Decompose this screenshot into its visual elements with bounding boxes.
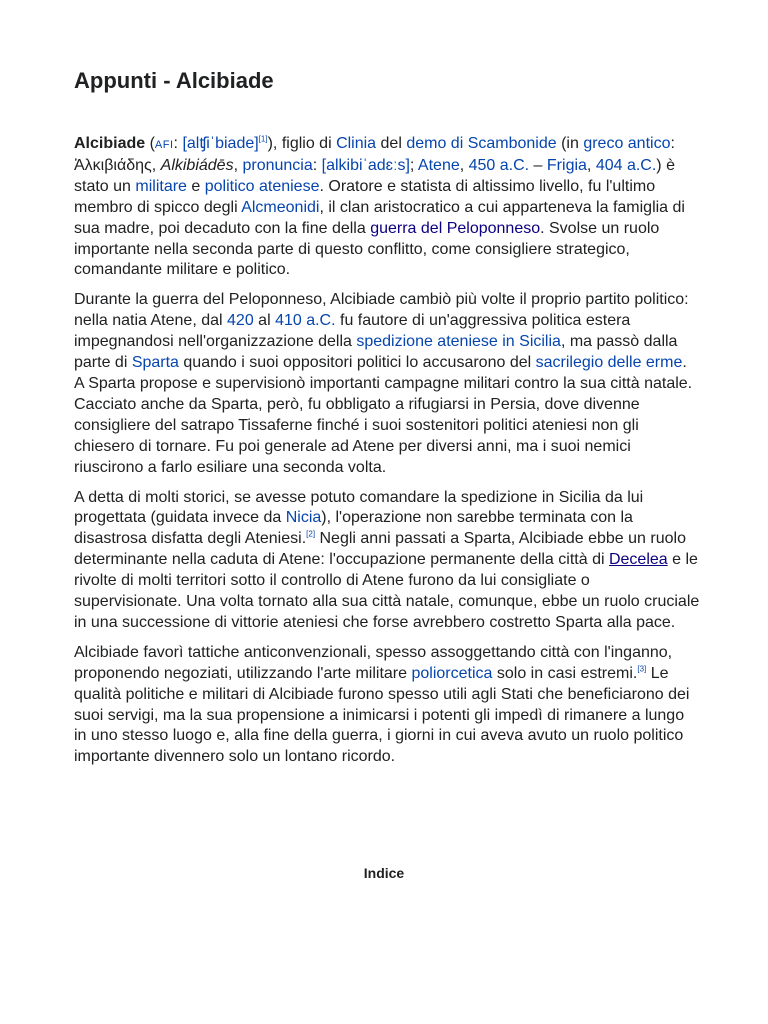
transliteration: Alkibiádēs [160, 156, 234, 174]
text: , il clan aristocratico a cui apparteneva la famiglia di sua madre, poi decaduto con la fine della [74, 198, 685, 237]
subject-name: Alcibiade [74, 135, 146, 152]
link-poliorcetica[interactable]: poliorcetica [411, 664, 493, 682]
link-militare[interactable]: militare [135, 177, 187, 195]
text: – [529, 156, 547, 174]
text: ( [145, 135, 155, 152]
link-ipa[interactable]: [alʧiˈbiade] [182, 135, 259, 152]
link-sparta[interactable]: Sparta [131, 354, 179, 372]
link-alcmeonidi[interactable]: Alcmeonidi [241, 198, 320, 216]
link-frigia[interactable]: Frigia [546, 156, 587, 174]
link-sacrilegio-erme[interactable]: sacrilegio delle erme [535, 354, 683, 372]
text: . Svolse un ruolo importante nella seconda parte di questo conflitto, come consigliere strategico, comandante militare e politico. [74, 219, 660, 279]
link-nicia[interactable]: Nicia [285, 509, 322, 527]
link-afi[interactable]: AFI [154, 139, 174, 151]
link-politico-ateniese[interactable]: politico ateniese [204, 177, 320, 195]
link-demo-scambonide[interactable]: demo di Scambonide [406, 135, 557, 152]
footnote-ref-1[interactable]: [1] [258, 134, 268, 144]
text: : Ἀλκιβιάδης, [74, 135, 675, 174]
text: , [459, 156, 469, 174]
text: e le rivolte di molti territori sotto il controllo di Atene furono da lui consigliate o supervisionate. Una volta tornato alla sua città natale, comunque, ebbe un ruolo cruciale in una successione di vittorie ateniesi che forse avrebbero costretto Sparta alla pace. [74, 551, 700, 631]
text: ), l'operazione non sarebbe terminata con la disastrosa disfatta degli Ateniesi. [74, 509, 633, 548]
link-year-450[interactable]: 450 a.C. [468, 156, 530, 174]
text: , [233, 156, 243, 174]
text: del [376, 135, 407, 152]
text: : [173, 135, 183, 152]
link-guerra-peloponneso[interactable]: guerra del Peloponneso [370, 219, 541, 237]
text: ) è stato un [74, 156, 675, 195]
text: A detta di molti storici, se avesse potuto comandare la spedizione in Sicilia da lui progettata (guidata invece da [74, 488, 644, 527]
link-year-420[interactable]: 420 [227, 312, 254, 330]
paragraph-historians [74, 488, 700, 634]
text: Alcibiade favorì tattiche anticonvenzionali, spesso assoggettando città con l'inganno, proponendo negoziati, utilizzando l'arte militare [74, 643, 673, 682]
page-title: Appunti - Alcibiade [74, 68, 274, 93]
text: Durante la guerra del Peloponneso, Alcibiade cambiò più volte il proprio partito politico: nella natia Atene, dal [74, 291, 689, 330]
link-year-410[interactable]: 410 a.C. [275, 312, 336, 330]
footnote-ref-3[interactable]: [3] [637, 664, 647, 674]
text: ), figlio di [267, 135, 337, 152]
text: ; [409, 156, 418, 174]
article-body [74, 134, 700, 777]
text: e [186, 177, 205, 195]
text: quando i suoi oppositori politici lo accusarono del [178, 354, 536, 372]
text: . Oratore e statista di altissimo livello, fu l'ultimo membro di spicco degli [74, 177, 656, 216]
text: solo in casi estremi. [492, 664, 638, 682]
link-pronuncia[interactable]: pronuncia [242, 156, 313, 174]
text: (in [556, 135, 584, 152]
table-of-contents-heading: Indice [363, 865, 405, 881]
text: Negli anni passati a Sparta, Alcibiade ebbe un ruolo determinante nella caduta di Atene: l'occupazione permanente della città di [74, 530, 686, 569]
text: , [586, 156, 596, 174]
paragraph-tactics [74, 643, 700, 768]
text: al [253, 312, 276, 330]
link-pronunciation-ipa[interactable]: [alkibiˈadɛːs] [321, 156, 410, 174]
footnote-ref-2[interactable]: [2] [306, 529, 316, 539]
link-clinia[interactable]: Clinia [336, 135, 377, 152]
link-spedizione-sicilia[interactable]: spedizione ateniese in Sicilia [356, 333, 561, 351]
text: fu fautore di un'aggressiva politica estera impegnandosi nell'organizzazione della [74, 312, 631, 351]
text: , ma passò dalla parte di [74, 333, 678, 372]
text: : [312, 156, 322, 174]
text: . A Sparta propose e supervisionò importanti campagne militari contro la sua città natale. Cacciato anche da Sparta, però, fu obbligato a rifugiarsi in Persia, dove divenne consigliere del satrapo Tissaferne finché i suoi sostenitori politici ateniesi non gli chiesero di tornare. Fu poi generale ad Atene per diversi anni, ma i suoi nemici riuscirono a farlo esiliare una seconda volta. [74, 354, 693, 476]
link-greco-antico[interactable]: greco antico [583, 135, 671, 152]
link-decelea[interactable]: Decelea [608, 551, 668, 569]
text: Le qualità politiche e militari di Alcibiade furono spesso utili agli Stati che beneficiarono dei suoi servigi, ma la sua propensione a inimicarsi i potenti gli impedì di rimanere a lungo in uno stesso luogo e, alla fine della guerra, i giorni in cui aveva avuto un ruolo politico importante divennero solo un lontano ricordo. [74, 664, 690, 766]
paragraph-political-career [74, 290, 700, 478]
paragraph-intro [74, 134, 700, 281]
link-atene[interactable]: Atene [417, 156, 460, 174]
link-year-404[interactable]: 404 a.C. [595, 156, 657, 174]
